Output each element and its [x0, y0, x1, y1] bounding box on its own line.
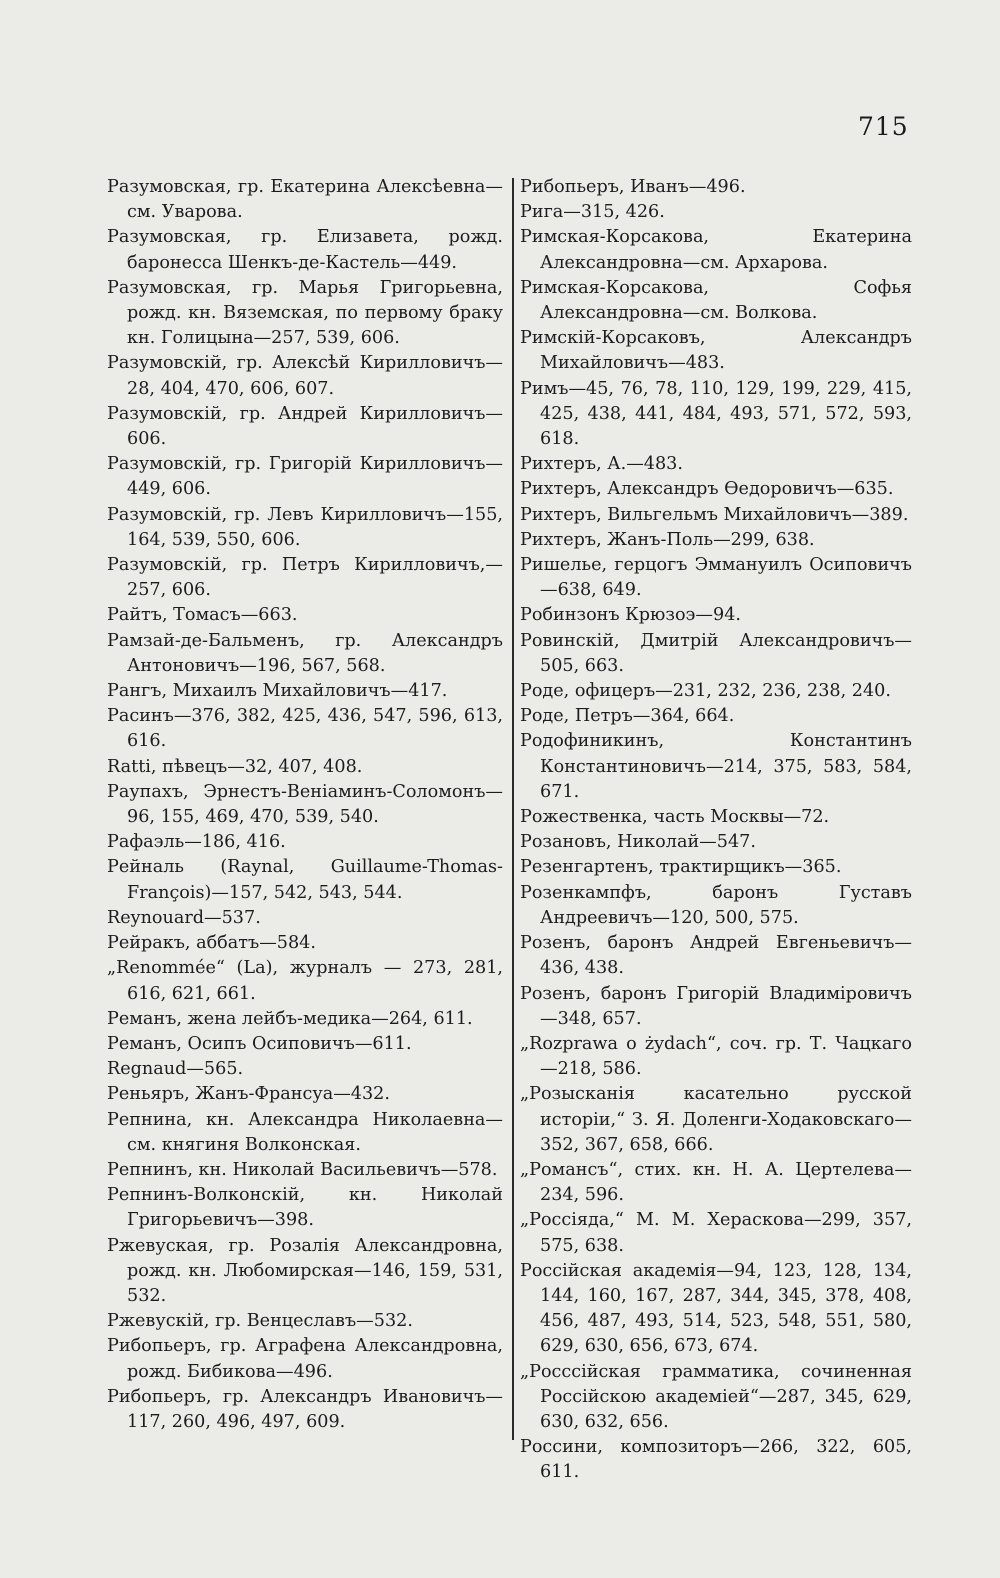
- index-entry: Разумовская, гр. Елизавета, рожд. баронесса Шенкъ-де-Кастель—449.: [107, 227, 503, 273]
- index-entry: Рига—315, 426.: [520, 202, 665, 223]
- index-entry: Разумовская, гр. Екатерина Алексѣевна—см. Уварова.: [107, 177, 503, 223]
- index-column-right: [520, 175, 912, 1486]
- index-entry: Ришелье, герцогъ Эммануилъ Осиповичъ—638, 649.: [520, 555, 912, 601]
- index-entry: Римскій-Корсаковъ, Александръ Михайловичъ—483.: [520, 328, 912, 374]
- index-entry: Розановъ, Николай—547.: [520, 832, 756, 853]
- index-entry: Римская-Корсакова, Софья Александровна—см. Волкова.: [520, 277, 912, 324]
- index-entry: Расинъ—376, 382, 425, 436, 547, 596, 613, 616.: [107, 706, 503, 752]
- index-entry: Разумовскій, гр. Левъ Кирилловичъ—155, 164, 539, 550, 606.: [107, 504, 503, 550]
- index-entry: Рожественка, часть Москвы—72.: [520, 807, 830, 828]
- index-entry: Райтъ, Томасъ—663.: [107, 605, 298, 626]
- index-entry: Реньяръ, Жанъ-Франсуа—432.: [107, 1084, 390, 1105]
- index-entry: Раупахъ, Эрнестъ-Веніаминъ-Соломонъ—96, 155, 469, 470, 539, 540.: [107, 781, 503, 828]
- index-entry: Россини, композиторъ—266, 322, 605, 611.: [520, 1437, 912, 1483]
- index-entry: Рихтеръ, Вильгельмъ Михайловичъ—389.: [520, 504, 909, 525]
- index-entry: „Renommée“ (La), журналъ — 273, 281, 616, 621, 661.: [107, 958, 503, 1004]
- index-entry: Ржевуская, гр. Розалія Александровна, рожд. кн. Любомирская—146, 159, 531, 532.: [107, 1235, 503, 1306]
- index-entry: Репнина, кн. Александра Николаевна—см. княгиня Волконская.: [107, 1109, 503, 1155]
- index-entry: Разумовскій, гр. Алексѣй Кирилловичъ—28, 404, 470, 606, 607.: [107, 353, 503, 399]
- index-entry: Рамзай-де-Бальменъ, гр. Александръ Антоновичъ—196, 567, 568.: [107, 630, 503, 676]
- index-entry: Розенъ, баронъ Григорій Владиміровичъ—348, 657.: [520, 983, 912, 1029]
- index-entry: Рейракъ, аббатъ—584.: [107, 933, 316, 954]
- index-entry: Роде, офицеръ—231, 232, 236, 238, 240.: [520, 681, 891, 702]
- index-entry: Рибопьеръ, гр. Аграфена Александровна, рожд. Бибикова—496.: [107, 1336, 503, 1382]
- index-entry: Репнинъ-Волконскій, кн. Николай Григорьевичъ—398.: [107, 1185, 503, 1231]
- index-entry: „Розысканія касательно русской исторіи,“ З. Я. Доленги-Ходаковскаго—352, 367, 658, 666.: [520, 1084, 912, 1155]
- index-entry: „Rozprawa o żydach“, соч. гр. Т. Чацкаго—218, 586.: [520, 1033, 912, 1080]
- index-entry: Разумовская, гр. Марья Григорьевна, рожд. кн. Вяземская, по первому браку кн. Голицына—257, 539, 606.: [107, 277, 503, 349]
- index-entry: Роде, Петръ—364, 664.: [520, 706, 735, 727]
- index-entry: Рибопьеръ, Иванъ—496.: [520, 177, 746, 197]
- index-entry: Рихтеръ, А.—483.: [520, 454, 683, 475]
- index-entry: Розенкампфъ, баронъ Густавъ Андреевичъ—120, 500, 575.: [520, 882, 912, 928]
- index-entry: Розенъ, баронъ Андрей Евгеньевичъ—436, 438.: [520, 933, 912, 979]
- index-entry: Робинзонъ Крюзоэ—94.: [520, 605, 741, 626]
- index-entry: Regnaud—565.: [107, 1059, 244, 1080]
- index-entry: Реманъ, Осипъ Осиповичъ—611.: [107, 1033, 412, 1054]
- index-entry: Ratti, пѣвецъ—32, 407, 408.: [107, 756, 363, 777]
- index-column-left: [107, 175, 503, 1435]
- index-entry: Римъ—45, 76, 78, 110, 129, 199, 229, 415, 425, 438, 441, 484, 493, 571, 572, 593, 618.: [520, 378, 912, 450]
- index-entry: Россійская академія—94, 123, 128, 134, 144, 160, 167, 287, 344, 345, 378, 408, 456, 487, 493, 514, 523, 548, 551, 580, 629, 630, 656, 673, 674.: [520, 1260, 912, 1357]
- index-entry: Реманъ, жена лейбъ-медика—264, 611.: [107, 1008, 473, 1029]
- index-entry: „Россіяда,“ М. М. Хераскова—299, 357, 575, 638.: [520, 1210, 912, 1256]
- index-entry: Репнинъ, кн. Николай Васильевичъ—578.: [107, 1159, 498, 1180]
- index-entry: Рангъ, Михаилъ Михайловичъ—417.: [107, 681, 448, 702]
- index-entry: Римская-Корсакова, Екатерина Александровна—см. Архарова.: [520, 227, 912, 273]
- index-entry: Разумовскій, гр. Григорій Кирилловичъ—449, 606.: [107, 454, 503, 500]
- column-divider: [512, 178, 514, 1440]
- index-entry: Разумовскій, гр. Петръ Кирилловичъ,—257, 606.: [107, 555, 503, 601]
- index-entry: Reynouard—537.: [107, 907, 261, 928]
- page-number: 715: [858, 112, 909, 141]
- index-entry: Ровинскій, Дмитрій Александровичъ—505, 663.: [520, 630, 912, 676]
- index-entry: „Росссійская грамматика, сочиненная Россійскою академіей“—287, 345, 629, 630, 632, 656.: [520, 1361, 912, 1432]
- index-entry: Разумовскій, гр. Андрей Кирилловичъ—606.: [107, 403, 503, 450]
- index-entry: Рихтеръ, Александръ Ѳедоровичъ—635.: [520, 479, 894, 500]
- index-entry: Рихтеръ, Жанъ-Поль—299, 638.: [520, 529, 815, 550]
- index-entry: Резенгартенъ, трактирщикъ—365.: [520, 857, 842, 878]
- index-entry: Родофиникинъ, Константинъ Константиновичъ—214, 375, 583, 584, 671.: [520, 731, 912, 802]
- index-entry: Ржевускій, гр. Венцеславъ—532.: [107, 1311, 413, 1332]
- index-entry: Рейналь (Raynal, Guillaume-Thomas-François)—157, 542, 543, 544.: [107, 857, 503, 903]
- index-entry: Рафаэль—186, 416.: [107, 832, 286, 853]
- index-entry: „Романсъ“, стих. кн. Н. А. Цертелева—234, 596.: [520, 1159, 912, 1206]
- index-entry: Рибопьеръ, гр. Александръ Ивановичъ—117, 260, 496, 497, 609.: [107, 1386, 503, 1432]
